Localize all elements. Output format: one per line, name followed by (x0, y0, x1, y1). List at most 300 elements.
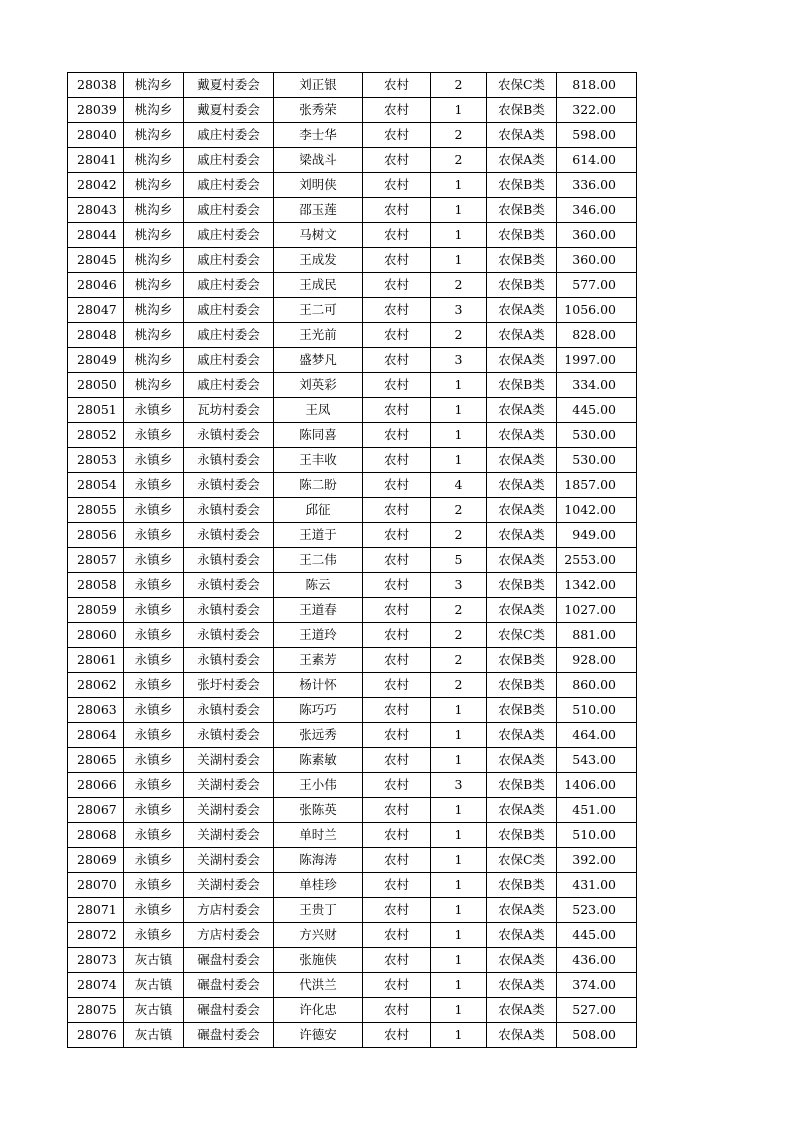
cell-village: 戚庄村委会 (184, 373, 274, 398)
cell-village: 关湖村委会 (184, 798, 274, 823)
cell-id: 28047 (68, 298, 124, 323)
table-row (68, 123, 637, 148)
cell-area: 农村 (363, 848, 431, 873)
cell-id: 28042 (68, 173, 124, 198)
cell-id: 28076 (68, 1023, 124, 1048)
table-row (68, 298, 637, 323)
cell-id: 28055 (68, 498, 124, 523)
cell-amount: 508.00 (557, 1023, 637, 1048)
cell-name: 王道春 (274, 598, 363, 623)
cell-area: 农村 (363, 123, 431, 148)
cell-category: 农保B类 (487, 573, 557, 598)
cell-category: 农保B类 (487, 648, 557, 673)
cell-township: 永镇乡 (124, 873, 184, 898)
cell-area: 农村 (363, 898, 431, 923)
cell-township: 桃沟乡 (124, 223, 184, 248)
cell-village: 关湖村委会 (184, 748, 274, 773)
cell-id: 28074 (68, 973, 124, 998)
cell-township: 桃沟乡 (124, 198, 184, 223)
cell-count: 3 (431, 348, 487, 373)
cell-name: 许化忠 (274, 998, 363, 1023)
cell-id: 28040 (68, 123, 124, 148)
cell-category: 农保A类 (487, 348, 557, 373)
cell-count: 1 (431, 923, 487, 948)
table-row (68, 673, 637, 698)
table-row (68, 873, 637, 898)
cell-category: 农保A类 (487, 723, 557, 748)
table-row (68, 848, 637, 873)
cell-name: 张远秀 (274, 723, 363, 748)
table-row (68, 598, 637, 623)
cell-category: 农保B类 (487, 273, 557, 298)
cell-id: 28053 (68, 448, 124, 473)
cell-area: 农村 (363, 1023, 431, 1048)
table-row (68, 798, 637, 823)
table-row (68, 823, 637, 848)
cell-village: 戚庄村委会 (184, 323, 274, 348)
cell-village: 戚庄村委会 (184, 248, 274, 273)
cell-count: 2 (431, 523, 487, 548)
table-row (68, 948, 637, 973)
cell-amount: 523.00 (557, 898, 637, 923)
cell-category: 农保A类 (487, 123, 557, 148)
cell-name: 刘英彩 (274, 373, 363, 398)
cell-township: 永镇乡 (124, 448, 184, 473)
cell-id: 28045 (68, 248, 124, 273)
cell-id: 28068 (68, 823, 124, 848)
cell-township: 永镇乡 (124, 623, 184, 648)
cell-area: 农村 (363, 673, 431, 698)
cell-category: 农保C类 (487, 73, 557, 98)
cell-category: 农保A类 (487, 398, 557, 423)
cell-count: 1 (431, 373, 487, 398)
cell-township: 永镇乡 (124, 473, 184, 498)
cell-name: 方兴财 (274, 923, 363, 948)
cell-village: 戚庄村委会 (184, 173, 274, 198)
cell-area: 农村 (363, 998, 431, 1023)
cell-name: 陈二盼 (274, 473, 363, 498)
cell-village: 戚庄村委会 (184, 148, 274, 173)
cell-name: 王光前 (274, 323, 363, 348)
cell-village: 永镇村委会 (184, 473, 274, 498)
cell-village: 碾盘村委会 (184, 1023, 274, 1048)
cell-township: 桃沟乡 (124, 323, 184, 348)
cell-count: 1 (431, 873, 487, 898)
cell-township: 桃沟乡 (124, 298, 184, 323)
cell-name: 王二可 (274, 298, 363, 323)
cell-area: 农村 (363, 298, 431, 323)
cell-id: 28056 (68, 523, 124, 548)
cell-amount: 614.00 (557, 148, 637, 173)
cell-area: 农村 (363, 273, 431, 298)
table-row (68, 723, 637, 748)
cell-category: 农保A类 (487, 973, 557, 998)
table-row (68, 273, 637, 298)
cell-category: 农保A类 (487, 498, 557, 523)
cell-name: 王贵丁 (274, 898, 363, 923)
cell-area: 农村 (363, 773, 431, 798)
cell-category: 农保A类 (487, 748, 557, 773)
cell-village: 方店村委会 (184, 898, 274, 923)
cell-area: 农村 (363, 748, 431, 773)
cell-count: 2 (431, 73, 487, 98)
cell-category: 农保B类 (487, 173, 557, 198)
cell-count: 1 (431, 848, 487, 873)
table-row (68, 398, 637, 423)
cell-count: 1 (431, 723, 487, 748)
table-row (68, 623, 637, 648)
cell-name: 邵玉莲 (274, 198, 363, 223)
cell-count: 1 (431, 748, 487, 773)
cell-township: 永镇乡 (124, 798, 184, 823)
cell-count: 1 (431, 173, 487, 198)
cell-name: 李士华 (274, 123, 363, 148)
cell-name: 杨计怀 (274, 673, 363, 698)
cell-count: 2 (431, 498, 487, 523)
table-row (68, 423, 637, 448)
cell-name: 刘明侠 (274, 173, 363, 198)
cell-area: 农村 (363, 98, 431, 123)
cell-id: 28059 (68, 598, 124, 623)
cell-id: 28060 (68, 623, 124, 648)
cell-count: 1 (431, 448, 487, 473)
cell-amount: 436.00 (557, 948, 637, 973)
cell-name: 张陈英 (274, 798, 363, 823)
cell-township: 永镇乡 (124, 723, 184, 748)
cell-area: 农村 (363, 348, 431, 373)
cell-village: 张圩村委会 (184, 673, 274, 698)
cell-amount: 543.00 (557, 748, 637, 773)
cell-amount: 1056.00 (557, 298, 637, 323)
cell-id: 28075 (68, 998, 124, 1023)
cell-count: 2 (431, 323, 487, 348)
cell-amount: 527.00 (557, 998, 637, 1023)
cell-amount: 1406.00 (557, 773, 637, 798)
cell-township: 永镇乡 (124, 398, 184, 423)
cell-name: 王素芳 (274, 648, 363, 673)
cell-township: 桃沟乡 (124, 273, 184, 298)
cell-township: 永镇乡 (124, 923, 184, 948)
cell-village: 永镇村委会 (184, 723, 274, 748)
cell-id: 28069 (68, 848, 124, 873)
cell-township: 永镇乡 (124, 898, 184, 923)
cell-category: 农保B类 (487, 198, 557, 223)
cell-category: 农保A类 (487, 898, 557, 923)
cell-count: 2 (431, 123, 487, 148)
cell-id: 28039 (68, 98, 124, 123)
cell-village: 戴夏村委会 (184, 98, 274, 123)
cell-township: 永镇乡 (124, 773, 184, 798)
table-row (68, 248, 637, 273)
cell-count: 2 (431, 648, 487, 673)
cell-category: 农保A类 (487, 798, 557, 823)
cell-township: 桃沟乡 (124, 348, 184, 373)
cell-name: 王成发 (274, 248, 363, 273)
cell-amount: 530.00 (557, 448, 637, 473)
table-row (68, 748, 637, 773)
cell-count: 1 (431, 223, 487, 248)
cell-area: 农村 (363, 523, 431, 548)
cell-amount: 881.00 (557, 623, 637, 648)
table-row (68, 523, 637, 548)
cell-id: 28070 (68, 873, 124, 898)
cell-category: 农保A类 (487, 948, 557, 973)
cell-category: 农保B类 (487, 698, 557, 723)
table-row (68, 998, 637, 1023)
table-row (68, 973, 637, 998)
cell-township: 永镇乡 (124, 848, 184, 873)
cell-amount: 598.00 (557, 123, 637, 148)
cell-area: 农村 (363, 873, 431, 898)
cell-category: 农保A类 (487, 1023, 557, 1048)
table-row (68, 173, 637, 198)
cell-amount: 392.00 (557, 848, 637, 873)
cell-village: 戚庄村委会 (184, 298, 274, 323)
cell-count: 3 (431, 573, 487, 598)
cell-count: 1 (431, 973, 487, 998)
cell-name: 陈同喜 (274, 423, 363, 448)
cell-id: 28048 (68, 323, 124, 348)
cell-village: 永镇村委会 (184, 498, 274, 523)
table-row (68, 223, 637, 248)
cell-name: 单时兰 (274, 823, 363, 848)
cell-area: 农村 (363, 623, 431, 648)
cell-count: 1 (431, 798, 487, 823)
cell-township: 永镇乡 (124, 523, 184, 548)
cell-village: 碾盘村委会 (184, 973, 274, 998)
cell-id: 28050 (68, 373, 124, 398)
cell-amount: 451.00 (557, 798, 637, 823)
cell-amount: 577.00 (557, 273, 637, 298)
cell-name: 张秀荣 (274, 98, 363, 123)
cell-village: 戚庄村委会 (184, 223, 274, 248)
table-row (68, 148, 637, 173)
cell-amount: 431.00 (557, 873, 637, 898)
cell-amount: 445.00 (557, 923, 637, 948)
cell-village: 永镇村委会 (184, 648, 274, 673)
cell-amount: 334.00 (557, 373, 637, 398)
cell-amount: 510.00 (557, 823, 637, 848)
cell-count: 1 (431, 948, 487, 973)
cell-village: 瓦坊村委会 (184, 398, 274, 423)
cell-category: 农保A类 (487, 598, 557, 623)
table-row (68, 373, 637, 398)
cell-count: 2 (431, 148, 487, 173)
cell-amount: 336.00 (557, 173, 637, 198)
cell-amount: 928.00 (557, 648, 637, 673)
cell-count: 4 (431, 473, 487, 498)
cell-id: 28044 (68, 223, 124, 248)
cell-amount: 818.00 (557, 73, 637, 98)
cell-village: 永镇村委会 (184, 698, 274, 723)
cell-id: 28061 (68, 648, 124, 673)
cell-township: 桃沟乡 (124, 148, 184, 173)
cell-township: 永镇乡 (124, 598, 184, 623)
cell-count: 1 (431, 823, 487, 848)
cell-amount: 374.00 (557, 973, 637, 998)
records-table (67, 72, 637, 1048)
cell-area: 农村 (363, 473, 431, 498)
cell-count: 1 (431, 423, 487, 448)
cell-name: 王小伟 (274, 773, 363, 798)
cell-area: 农村 (363, 723, 431, 748)
records-table-body (68, 73, 637, 1048)
cell-id: 28065 (68, 748, 124, 773)
cell-amount: 1342.00 (557, 573, 637, 598)
cell-township: 灰古镇 (124, 1023, 184, 1048)
cell-name: 王道于 (274, 523, 363, 548)
cell-count: 2 (431, 623, 487, 648)
cell-area: 农村 (363, 373, 431, 398)
cell-amount: 828.00 (557, 323, 637, 348)
cell-area: 农村 (363, 73, 431, 98)
table-row (68, 648, 637, 673)
cell-id: 28054 (68, 473, 124, 498)
cell-count: 1 (431, 248, 487, 273)
cell-category: 农保C类 (487, 623, 557, 648)
table-row (68, 923, 637, 948)
cell-township: 桃沟乡 (124, 373, 184, 398)
cell-count: 1 (431, 898, 487, 923)
cell-category: 农保A类 (487, 448, 557, 473)
table-row (68, 548, 637, 573)
cell-amount: 1027.00 (557, 598, 637, 623)
cell-name: 刘正银 (274, 73, 363, 98)
cell-name: 陈巧巧 (274, 698, 363, 723)
cell-category: 农保A类 (487, 923, 557, 948)
cell-village: 永镇村委会 (184, 623, 274, 648)
cell-area: 农村 (363, 823, 431, 848)
cell-amount: 860.00 (557, 673, 637, 698)
table-row (68, 698, 637, 723)
cell-count: 1 (431, 998, 487, 1023)
table-row (68, 73, 637, 98)
table-row (68, 898, 637, 923)
table-row (68, 448, 637, 473)
cell-township: 永镇乡 (124, 548, 184, 573)
cell-name: 代洪兰 (274, 973, 363, 998)
cell-name: 张施侠 (274, 948, 363, 973)
cell-area: 农村 (363, 248, 431, 273)
cell-area: 农村 (363, 148, 431, 173)
cell-village: 关湖村委会 (184, 773, 274, 798)
cell-name: 许德安 (274, 1023, 363, 1048)
cell-name: 邱征 (274, 498, 363, 523)
cell-count: 2 (431, 673, 487, 698)
cell-township: 永镇乡 (124, 573, 184, 598)
cell-village: 永镇村委会 (184, 523, 274, 548)
cell-category: 农保C类 (487, 848, 557, 873)
cell-count: 1 (431, 1023, 487, 1048)
cell-id: 28071 (68, 898, 124, 923)
cell-count: 3 (431, 298, 487, 323)
cell-amount: 322.00 (557, 98, 637, 123)
cell-village: 永镇村委会 (184, 448, 274, 473)
table-row (68, 498, 637, 523)
cell-id: 28058 (68, 573, 124, 598)
cell-category: 农保B类 (487, 823, 557, 848)
cell-amount: 1042.00 (557, 498, 637, 523)
cell-township: 桃沟乡 (124, 248, 184, 273)
cell-count: 3 (431, 773, 487, 798)
cell-name: 王二伟 (274, 548, 363, 573)
cell-category: 农保A类 (487, 548, 557, 573)
cell-id: 28067 (68, 798, 124, 823)
cell-area: 农村 (363, 323, 431, 348)
cell-area: 农村 (363, 548, 431, 573)
cell-village: 碾盘村委会 (184, 998, 274, 1023)
cell-category: 农保A类 (487, 998, 557, 1023)
cell-area: 农村 (363, 973, 431, 998)
cell-name: 马树文 (274, 223, 363, 248)
cell-area: 农村 (363, 598, 431, 623)
cell-category: 农保B类 (487, 223, 557, 248)
cell-category: 农保A类 (487, 323, 557, 348)
cell-township: 永镇乡 (124, 648, 184, 673)
cell-area: 农村 (363, 798, 431, 823)
cell-amount: 346.00 (557, 198, 637, 223)
cell-area: 农村 (363, 648, 431, 673)
cell-area: 农村 (363, 223, 431, 248)
cell-count: 1 (431, 198, 487, 223)
table-row (68, 323, 637, 348)
cell-category: 农保B类 (487, 773, 557, 798)
cell-area: 农村 (363, 173, 431, 198)
cell-amount: 949.00 (557, 523, 637, 548)
cell-village: 关湖村委会 (184, 848, 274, 873)
cell-village: 戚庄村委会 (184, 123, 274, 148)
cell-township: 灰古镇 (124, 973, 184, 998)
cell-id: 28052 (68, 423, 124, 448)
cell-township: 永镇乡 (124, 748, 184, 773)
cell-name: 王成民 (274, 273, 363, 298)
cell-count: 1 (431, 98, 487, 123)
cell-township: 灰古镇 (124, 948, 184, 973)
cell-township: 灰古镇 (124, 998, 184, 1023)
cell-area: 农村 (363, 573, 431, 598)
cell-township: 桃沟乡 (124, 173, 184, 198)
cell-name: 王丰收 (274, 448, 363, 473)
cell-category: 农保A类 (487, 423, 557, 448)
cell-category: 农保A类 (487, 473, 557, 498)
table-row (68, 198, 637, 223)
cell-area: 农村 (363, 198, 431, 223)
cell-id: 28073 (68, 948, 124, 973)
cell-village: 关湖村委会 (184, 873, 274, 898)
cell-township: 永镇乡 (124, 498, 184, 523)
cell-village: 关湖村委会 (184, 823, 274, 848)
cell-village: 永镇村委会 (184, 423, 274, 448)
cell-township: 永镇乡 (124, 423, 184, 448)
cell-name: 梁战斗 (274, 148, 363, 173)
cell-category: 农保B类 (487, 873, 557, 898)
cell-id: 28041 (68, 148, 124, 173)
cell-township: 永镇乡 (124, 698, 184, 723)
cell-id: 28038 (68, 73, 124, 98)
cell-amount: 1857.00 (557, 473, 637, 498)
cell-village: 戚庄村委会 (184, 273, 274, 298)
cell-count: 5 (431, 548, 487, 573)
cell-amount: 360.00 (557, 248, 637, 273)
cell-id: 28063 (68, 698, 124, 723)
cell-amount: 2553.00 (557, 548, 637, 573)
cell-area: 农村 (363, 398, 431, 423)
cell-count: 2 (431, 598, 487, 623)
cell-amount: 445.00 (557, 398, 637, 423)
cell-village: 戴夏村委会 (184, 73, 274, 98)
cell-township: 永镇乡 (124, 823, 184, 848)
cell-name: 陈云 (274, 573, 363, 598)
